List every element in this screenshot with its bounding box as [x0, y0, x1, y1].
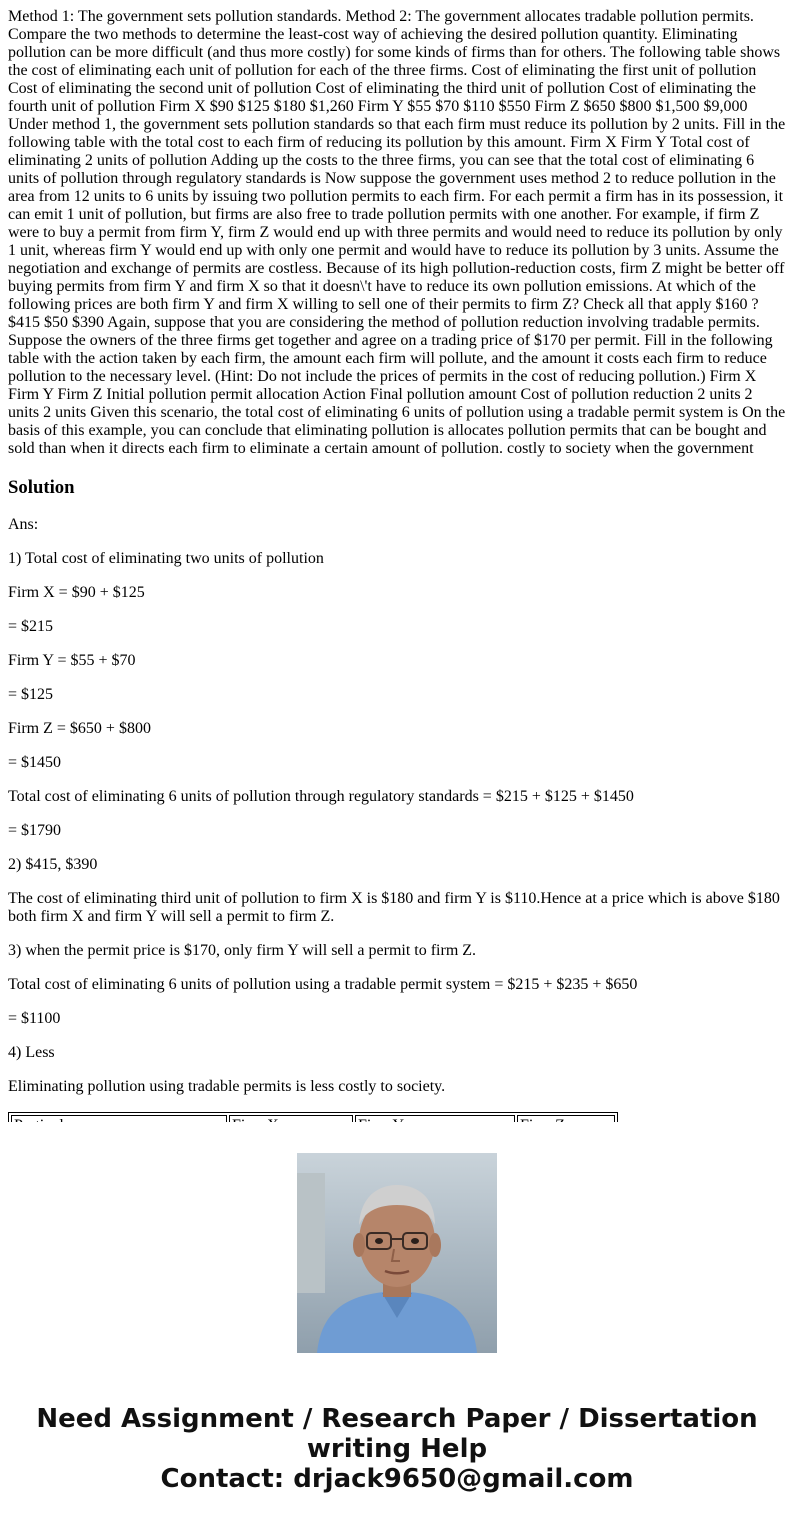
firm-z-cost-result: = $1450: [8, 754, 62, 771]
answer-part-2-explanation: The cost of eliminating third unit of pollution to firm X is $180 and firm Y is $110.Hence at a price which is above $180 both firm X and firm Y will sell a permit to firm Z.: [8, 890, 780, 925]
firm-z-cost-formula: Firm Z = $650 + $800: [8, 720, 151, 737]
solution-heading: Solution: [8, 477, 75, 498]
conclusion-text: Eliminating pollution using tradable permits is less costly to society.: [8, 1078, 446, 1095]
regulatory-total-formula: Total cost of eliminating 6 units of pollution through regulatory standards = $215 + $125 + $1450: [8, 788, 634, 805]
firm-y-cost-result: = $125: [8, 686, 54, 703]
answer-part-4: 4) Less: [8, 1044, 55, 1061]
solution-body: [8, 516, 786, 1140]
answer-part-3: 3) when the permit price is $170, only firm Y will sell a permit to firm Z.: [8, 942, 477, 959]
promo-section: [0, 1122, 794, 1523]
promo-line-1: Need Assignment / Research Paper / Dissertation: [36, 1404, 758, 1434]
firm-x-cost-result: = $215: [8, 618, 54, 635]
avatar-portrait-image: [297, 1153, 497, 1353]
promo-text: [0, 1404, 794, 1494]
answer-label: Ans:: [8, 516, 39, 533]
question-text: Method 1: The government sets pollution standards. Method 2: The government allocates tradable pollution permits. Compare the two methods to determine the least-cost way of achieving the desired pollution quantity. Eliminating pollution can be more difficult (and thus more costly) for some kinds of firms than for others. The following table shows the cost of eliminating each unit of pollution for each of the three firms. Cost of eliminating the first unit of pollution Cost of eliminating the second unit of pollution Cost of eliminating the third unit of pollution Cost of eliminating the fourth unit of pollution Firm X $90 $125 $180 $1,260 Firm Y $55 $70 $110 $550 Firm Z $650 $800 $1,500 $9,000 Under method 1, the government sets pollution standards so that each firm must reduce its pollution by 2 units. Fill in the following table with the total cost to each firm of reducing its pollution by this amount. Firm X Firm Y Total cost of eliminating 2 units of pollution Adding up the costs to the three firms, you can see that the total cost of eliminating 6 units of pollution through regulatory standards is Now suppose the government uses method 2 to reduce pollution in the area from 12 units to 6 units by issuing two pollution permits to each firm. For each permit a firm has in its possession, it can emit 1 unit of pollution, but firms are also free to trade pollution permits with one another. For example, if firm Z were to buy a permit from firm Y, firm Z would end up with three permits and would need to reduce its pollution by only 1 unit, whereas firm Y would end up with only one permit and would have to reduce its pollution by 3 units. Assume the negotiation and exchange of permits are costless. Because of its high pollution-reduction costs, firm Z might be better off buying permits from firm Y and firm X so that it doesn\'t have to reduce its own pollution emissions. At which of the following prices are both firm Y and firm X willing to sell one of their permits to firm Z? Check all that apply $160 ? $415 $50 $390 Again, suppose that you are considering the method of pollution reduction involving tradable permits. Suppose the owners of the three firms get together and agree on a trading price of $170 per permit. Fill in the following table with the action taken by each firm, the amount each firm will pollute, and the amount it costs each firm to reduce pollution to the necessary level. (Hint: Do not include the prices of permits in the cost of reducing pollution.) Firm X Firm Y Firm Z Initial pollution permit allocation Action Final pollution amount Cost of pollution reduction 2 units 2 units 2 units Given this scenario, the total cost of eliminating 6 units of pollution using a tradable permit system is On the basis of this example, you can conclude that eliminating pollution is allocates pollution permits that can be bought and sold than when it directs each firm to eliminate a certain amount of pollution. costly to society when the government: [8, 8, 786, 457]
permit-total-formula: Total cost of eliminating 6 units of pollution using a tradable permit system = $215 + $235 + $650: [8, 976, 638, 993]
regulatory-total-result: = $1790: [8, 822, 62, 839]
answer-part-2: 2) $415, $390: [8, 856, 98, 873]
firm-y-cost-formula: Firm Y = $55 + $70: [8, 652, 136, 669]
document-content: [8, 8, 786, 1122]
promo-line-2: writing Help: [306, 1434, 488, 1464]
promo-contact: Contact: drjack9650@gmail.com: [160, 1464, 634, 1494]
firm-x-cost-formula: Firm X = $90 + $125: [8, 584, 145, 601]
avatar: [297, 1153, 497, 1353]
answer-part-1-title: 1) Total cost of eliminating two units of pollution: [8, 550, 324, 567]
permit-total-result: = $1100: [8, 1010, 61, 1027]
